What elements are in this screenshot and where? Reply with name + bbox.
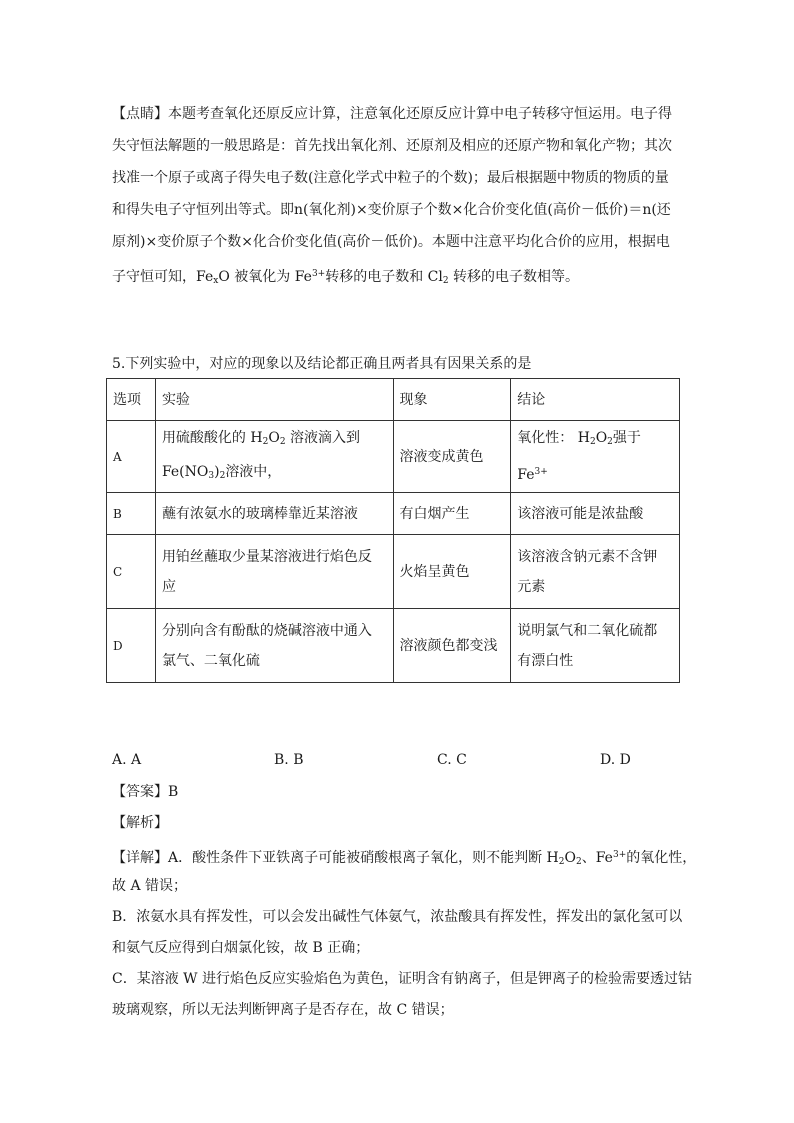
note-line-4: 和得失电子守恒列出等式。即n(氧化剂)×变价原子个数×化合价变化值(高价－低价)＝n(还	[112, 202, 671, 218]
choice-d: D. D	[600, 752, 631, 768]
table-row-d	[107, 609, 680, 683]
row-c-experiment: 用铂丝蘸取少量某溶液进行焰色反 应	[155, 535, 393, 609]
detail-c-line-2: 玻璃观察，所以无法判断钾离子是否存在，故 C 错误；	[112, 1002, 454, 1018]
header-option: 选项	[107, 379, 156, 421]
table-row-c	[107, 535, 680, 609]
detail-c-line-1: C．某溶液 W 进行焰色反应实验焰色为黄色，证明含有钠离子，但是钾离子的检验需要透过钴	[112, 971, 692, 987]
row-c-phenomenon: 火焰呈黄色	[393, 535, 511, 609]
row-c-option: C	[107, 535, 156, 609]
table-header-row	[107, 379, 680, 421]
note-line-2: 失守恒法解题的一般思路是：首先找出氧化剂、还原剂及相应的还原产物和氧化产物；其次	[112, 138, 672, 154]
answer-label: 【答案】B	[112, 784, 179, 800]
question-table	[106, 378, 680, 683]
row-a-option: A	[107, 421, 156, 493]
row-b-conclusion: 该溶液可能是浓盐酸	[511, 493, 680, 535]
choice-c: C. C	[437, 752, 467, 768]
note-line-5: 原剂)×变价原子个数×化合价变化值(高价－低价)。本题中注意平均化合价的应用，根据电	[112, 234, 670, 250]
row-b-experiment: 蘸有浓氨水的玻璃棒靠近某溶液	[155, 493, 393, 535]
analysis-label: 【解析】	[112, 815, 168, 831]
detail-b-line-2: 和氨气反应得到白烟氯化铵，故 B 正确；	[112, 940, 370, 956]
table-row-b	[107, 493, 680, 535]
note-line-6: 子守恒可知，$Fe_xO$ 被氧化为 $Fe^{3+}$转移的电子数和 $Cl_2$ 转移的电子数相等。	[112, 269, 580, 286]
choice-b: B. B	[274, 752, 304, 768]
header-conclusion: 结论	[511, 379, 680, 421]
table-row-a	[107, 421, 680, 493]
choice-a: A. A	[112, 752, 142, 768]
question-stem: 5.下列实验中，对应的现象以及结论都正确且两者具有因果关系的是	[112, 356, 532, 372]
detail-a-line-1: 【详解】A．酸性条件下亚铁离子可能被硝酸根离子氧化，则不能判断 $H_2O_2$、$Fe^{3+}$的氧化性，	[112, 850, 697, 867]
detail-b-line-1: B．浓氨水具有挥发性，可以会发出碱性气体氨气，浓盐酸具有挥发性，挥发出的氯化氢可以	[112, 909, 683, 925]
header-phenomenon: 现象	[393, 379, 511, 421]
row-d-experiment: 分别向含有酚酞的烧碱溶液中通入 氯气、二氧化硫	[155, 609, 393, 683]
row-b-option: B	[107, 493, 156, 535]
row-d-conclusion: 说明氯气和二氧化硫都 有漂白性	[511, 609, 680, 683]
note-line-3: 找准一个原子或离子得失电子数(注意化学式中粒子的个数)；最后根据题中物质的物质的量	[112, 170, 669, 186]
answer-choices	[112, 752, 672, 772]
row-d-phenomenon: 溶液颜色都变浅	[393, 609, 511, 683]
note-line-1: 【点睛】本题考查氧化还原反应计算，注意氧化还原反应计算中电子转移守恒运用。电子得	[112, 106, 672, 122]
row-a-experiment: 用硫酸酸化的 $H_2O_2$ 溶液滴入到 $Fe(NO_3)_2$溶液中，	[155, 421, 393, 493]
row-a-phenomenon: 溶液变成黄色	[393, 421, 511, 493]
header-experiment: 实验	[155, 379, 393, 421]
detail-a-line-2: 故 A 错误；	[112, 878, 188, 894]
row-d-option: D	[107, 609, 156, 683]
row-c-conclusion: 该溶液含钠元素不含钾 元素	[511, 535, 680, 609]
row-a-conclusion: 氧化性： $H_2O_2$强于 $Fe^{3+}$	[511, 421, 680, 493]
row-b-phenomenon: 有白烟产生	[393, 493, 511, 535]
